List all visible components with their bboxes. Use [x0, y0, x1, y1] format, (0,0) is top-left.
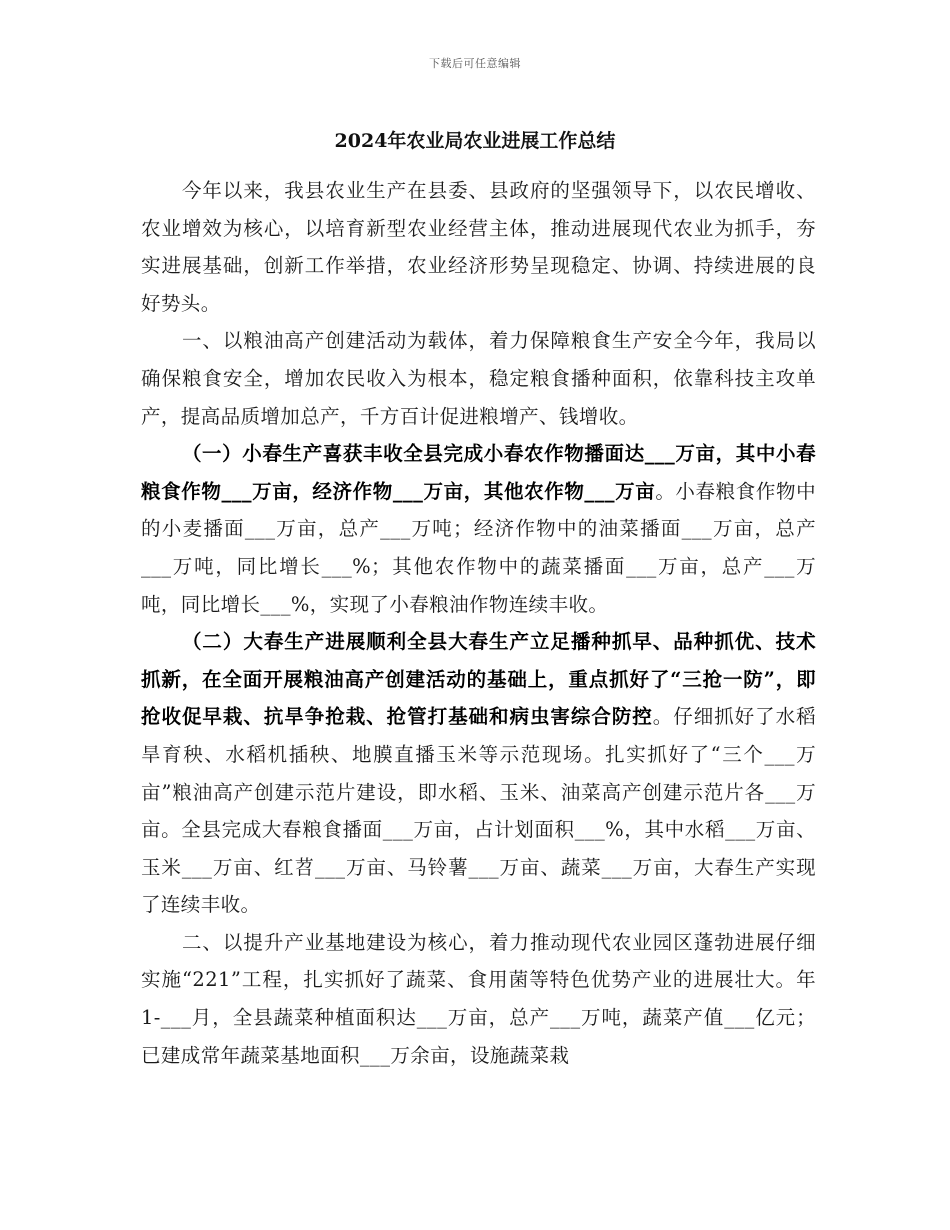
paragraph-section-one — [141, 322, 816, 435]
subsection-one-heading: （一）小春生产喜获丰收全县完成小春农作物播面达___万亩，其中小春粮食作物___万亩，经济作物___万亩，其他农作物___万亩 — [141, 442, 816, 503]
paragraph-subsection-two — [141, 623, 816, 924]
subsection-two-heading: （二）大春生产进展顺利全县大春生产立足播种抓早、品种抓优、技术抓新，在全面开展粮油高产创建活动的基础上，重点抓好了“三抢一防”，即抢收促早栽、抗旱争抢栽、抢管打基础和病虫害综合防控 — [141, 630, 816, 729]
paragraph-section-one-text: 一、以粮油高产创建活动为载体，着力保障粮食生产安全今年，我局以确保粮食安全，增加农民收入为根本，稳定粮食播种面积，依靠科技主攻单产，提高品质增加总产，千方百计促进粮增产、钱增收。 — [141, 329, 816, 428]
document-body — [141, 172, 816, 1074]
paragraph-intro — [141, 172, 816, 322]
paragraph-intro-text: 今年以来，我县农业生产在县委、县政府的坚强领导下，以农民增收、农业增效为核心，以培育新型农业经营主体，推动进展现代农业为抓手，夯实进展基础，创新工作举措，农业经济形势呈现稳定、协调、持续进展的良好势头。 — [141, 179, 816, 315]
page-header-note: 下载后可任意编辑 — [429, 57, 521, 70]
document-title: 2024年农业局农业进展工作总结 — [334, 130, 616, 152]
paragraph-subsection-one — [141, 435, 816, 623]
paragraph-section-two — [141, 924, 816, 1074]
subsection-two-text: 。仔细抓好了水稻旱育秧、水稻机插秧、地膜直播玉米等示范现场。扎实抓好了“三个___万亩”粮油高产创建示范片建设，即水稻、玉米、油菜高产创建示范片各___万亩。全县完成大春粮食播面___万亩，占计划面积___%，其中水稻___万亩、玉米___万亩、红苕___万亩、马铃薯___万亩、蔬菜___万亩，大春生产实现了连续丰收。 — [141, 705, 816, 917]
subsection-one-text: 。小春粮食作物中的小麦播面___万亩，总产___万吨；经济作物中的油菜播面___万亩，总产___万吨，同比增长___%；其他农作物中的蔬菜播面___万亩，总产___万吨，同比增长___%，实现了小春粮油作物连续丰收。 — [141, 479, 816, 616]
paragraph-section-two-text: 二、以提升产业基地建设为核心，着力推动现代农业园区蓬勃进展仔细实施“221”工程，扎实抓好了蔬菜、食用菌等特色优势产业的进展壮大。年1-___月，全县蔬菜种植面积达___万亩，总产___万吨，蔬菜产值___亿元；已建成常年蔬菜基地面积___万余亩，设施蔬菜栽 — [141, 930, 816, 1067]
